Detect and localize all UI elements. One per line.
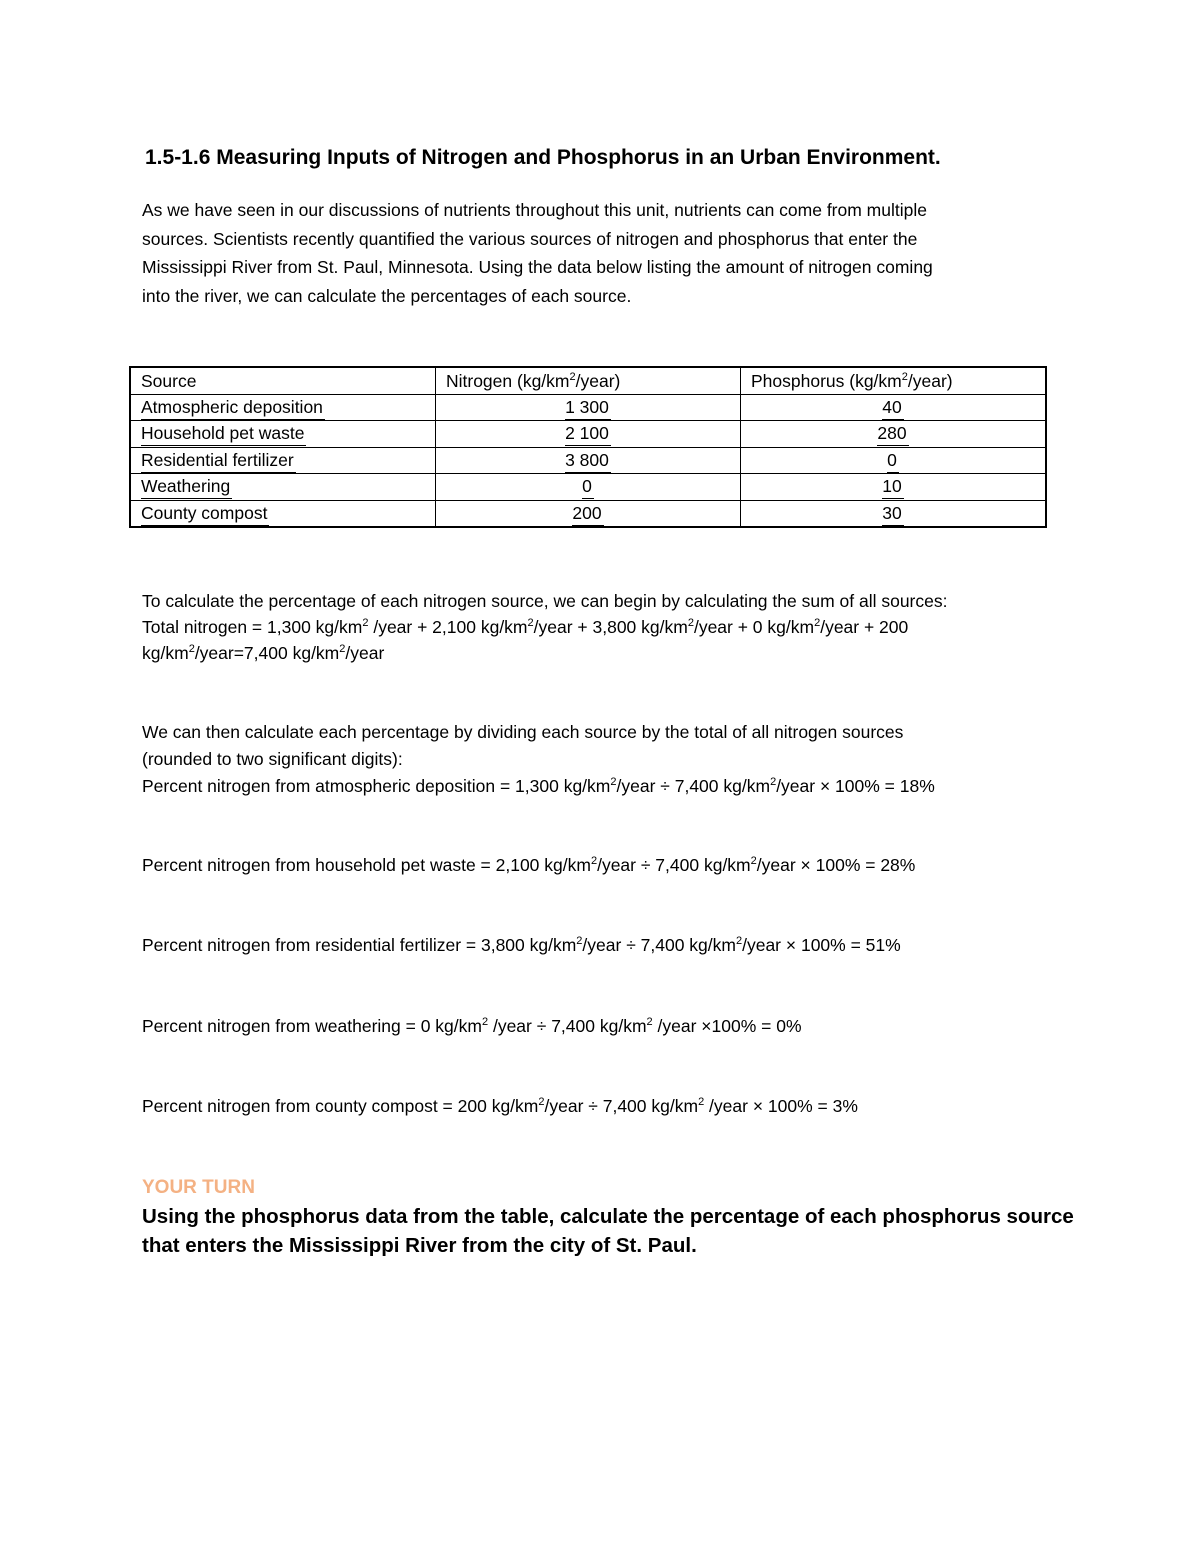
cell-nitrogen: 1 300	[435, 394, 740, 421]
header-nitrogen: Nitrogen $(kg/km^2/year)$	[435, 367, 740, 394]
intro-line: As we have seen in our discussions of nutrients throughout this unit, nutrients can come from multiple	[142, 200, 927, 220]
intro-line: into the river, we can calculate the percentages of each source.	[142, 285, 632, 306]
cell-source: Residential fertilizer	[130, 447, 435, 474]
table-row	[130, 394, 1046, 421]
percent-weathering: Percent nitrogen from weathering = 0 $kg/km^2$ /year ÷ 7,400 $kg/km^2$ /year ×100% = 0%	[142, 1016, 802, 1036]
cell-source: Household pet waste	[130, 421, 435, 448]
nutrient-table	[129, 366, 1047, 528]
percent-intro: We can then calculate each percentage by dividing each source by the total of all nitrogen sources	[142, 722, 904, 742]
percent-fertilizer: Percent nitrogen from residential fertilizer = 3,800 $kg/km^2$/year ÷ 7,400 $kg/km^2$/year × 100% = 51%	[142, 935, 901, 955]
your-turn-question: Using the phosphorus data from the table, calculate the percentage of each phosphorus source	[142, 1205, 1074, 1228]
percent-atmospheric: Percent nitrogen from atmospheric deposition = 1,300 $kg/km^2$/year ÷ 7,400 $kg/km^2$/year × 100% = 18%	[142, 776, 935, 796]
your-turn-question-continued: that enters the Mississippi River from the city of St. Paul.	[142, 1234, 697, 1257]
header-source: Source	[130, 367, 435, 394]
cell-source: Weathering	[130, 474, 435, 501]
cell-nitrogen: 3 800	[435, 447, 740, 474]
intro-line: sources. Scientists recently quantified the various sources of nitrogen and phosphorus that enter the	[142, 228, 918, 249]
cell-phosphorus: 30	[740, 500, 1046, 527]
percent-pet-waste: Percent nitrogen from household pet waste = 2,100 $kg/km^2$/year ÷ 7,400 $kg/km^2$/year × 100% = 28%	[142, 855, 916, 875]
cell-phosphorus: 10	[740, 474, 1046, 501]
table-row	[130, 421, 1046, 448]
cell-phosphorus: 280	[740, 421, 1046, 448]
cell-phosphorus: 0	[740, 447, 1046, 474]
total-nitrogen-line-continued: $kg/km^2/year=7,400$ $kg/km^2$/year	[142, 643, 385, 663]
intro-paragraph	[142, 196, 1062, 310]
cell-source: Atmospheric deposition	[130, 394, 435, 421]
table-row	[130, 447, 1046, 474]
page-title: 1.5-1.6 Measuring Inputs of Nitrogen and Phosphorus in an Urban Environment.	[145, 146, 941, 169]
percent-intro-continued: (rounded to two significant digits):	[142, 749, 403, 769]
sum-intro: To calculate the percentage of each nitrogen source, we can begin by calculating the sum of all sources:	[142, 591, 948, 611]
cell-source: County compost	[130, 500, 435, 527]
cell-nitrogen: 0	[435, 474, 740, 501]
cell-nitrogen: 2 100	[435, 421, 740, 448]
table-header-row	[130, 367, 1046, 394]
table-row	[130, 500, 1046, 527]
percent-compost: Percent nitrogen from county compost = 200 $kg/km^2$/year ÷ 7,400 $kg/km^2$ /year × 100% = 3%	[142, 1096, 858, 1116]
intro-line: Mississippi River from St. Paul, Minnesota. Using the data below listing the amount of nitrogen coming	[142, 257, 933, 277]
cell-phosphorus: 40	[740, 394, 1046, 421]
your-turn-heading: YOUR TURN	[142, 1177, 255, 1198]
cell-nitrogen: 200	[435, 500, 740, 527]
table-row	[130, 474, 1046, 501]
header-phosphorus: Phosphorus $(kg/km^2/year)$	[740, 367, 1046, 394]
total-nitrogen-line: Total nitrogen = 1,300 $kg/km^2$ /year + 2,100 $kg/km^2$/year + 3,800 $kg/km^2$/year + 0 $kg/km^2$/year + 200	[142, 617, 909, 637]
